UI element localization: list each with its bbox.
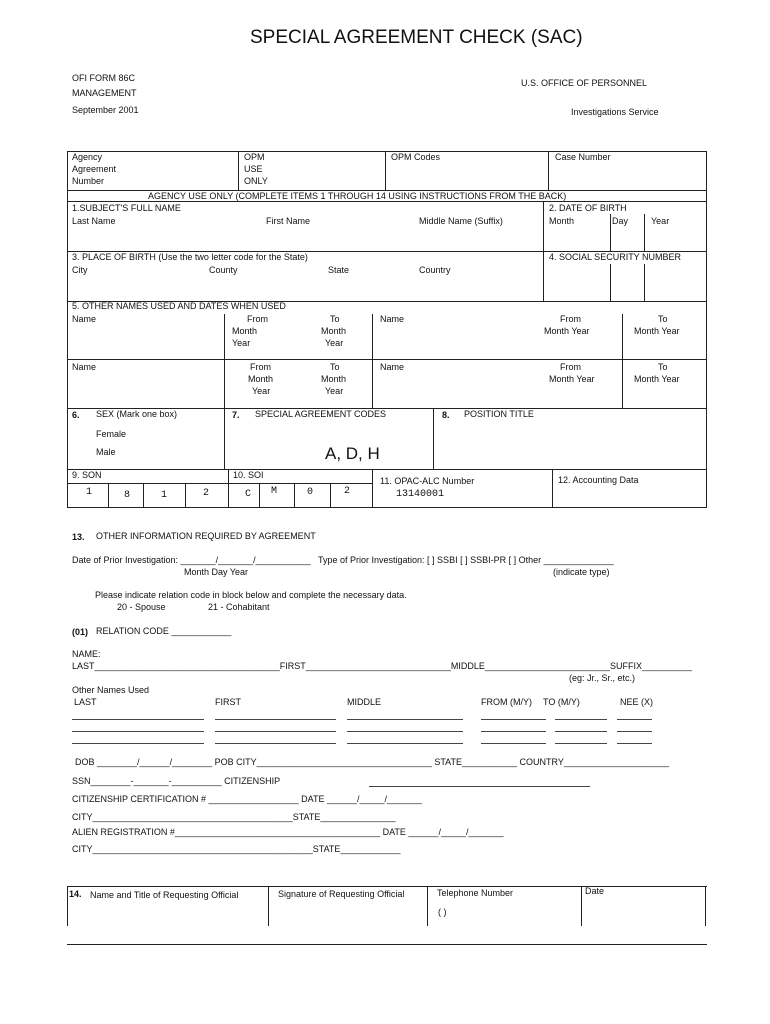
opm-use-label-1: OPM [244,152,265,162]
relation-note: Please indicate relation code in block below and complete the necessary data. [95,590,407,600]
telephone-label: Telephone Number [437,888,514,898]
agency-agreement-label-3: Number [72,176,105,186]
dob-year-label: Year [651,216,670,226]
pob-country-label: Country [419,265,451,275]
sac-codes-number: 7. [232,410,240,420]
soi-digit-4: 2 [344,486,351,497]
alien-registration-line[interactable]: ALIEN REGISTRATION #_________________________________________ DATE ______/_____/_______ [72,827,504,837]
other-name-3-to-month: Month [321,374,347,384]
agency-agreement-label-1: Agency [72,152,103,162]
sac-codes-label: SPECIAL AGREEMENT CODES [255,409,387,419]
col-to-label: TO (M/Y) [543,697,580,707]
other-name-1-from-year: Year [232,338,251,348]
date-label: Date [585,886,605,896]
sex-number: 6. [72,410,80,420]
agency-use-banner: AGENCY USE ONLY (COMPLETE ITEMS 1 THROUGH 14 USING INSTRUCTIONS FROM THE BACK) [148,191,567,201]
other-name-1-to-month: Month [321,326,347,336]
sex-female-option[interactable]: Female [96,429,127,439]
position-title-number: 8. [442,410,450,420]
other-name-3-from-year: Year [252,386,271,396]
ssn-label: 4. SOCIAL SECURITY NUMBER [549,252,682,262]
form-id: OFI FORM 86C [72,73,136,83]
col-last-label: LAST [74,697,97,707]
son-label: 9. SON [72,470,102,480]
indicate-type-hint: (indicate type) [553,567,610,577]
other-name-1-to: To [330,314,340,324]
son-digit-2: 8 [124,490,131,501]
ssn-citizenship-line[interactable]: SSN________-_______-__________ CITIZENSHIP [72,776,281,786]
sac-codes-value: A, D, H [325,444,380,463]
other-names-used-label: Other Names Used [72,685,150,695]
soi-label: 10. SOI [233,470,264,480]
service-name: Investigations Service [571,107,659,117]
page-title: SPECIAL AGREEMENT CHECK (SAC) [250,27,583,48]
agency-agreement-label-2: Agreement [72,164,117,174]
first-name-label: First Name [266,216,311,226]
col-middle-label: MIDDLE [347,697,382,707]
dob-pob-line[interactable]: DOB ________/______/________ POB CITY___________________________________ STATE___________ COUNTRY_____________________ [75,757,669,767]
name-line[interactable]: LAST_____________________________________FIRST_____________________________MIDDLE_________________________SUFFIX__________ [72,661,693,671]
pob-city-label: City [72,265,88,275]
soi-digit-1: C [245,489,252,500]
dob-day-label: Day [612,216,629,226]
son-digit-1: 1 [86,487,93,498]
opm-use-label-2: USE [244,164,263,174]
office-name: U.S. OFFICE OF PERSONNEL [521,78,648,88]
other-name-1-from-month: Month [232,326,258,336]
last-name-label: Last Name [72,216,116,226]
other-name-4-label: Name [380,362,405,372]
suffix-example: (eg: Jr., Sr., etc.) [569,673,636,683]
city-state-line-1[interactable]: CITY________________________________________STATE_______________ [72,812,396,822]
other-name-3-from-month: Month [248,374,274,384]
soi-digit-3: 0 [307,487,314,498]
date-of-birth-label: 2. DATE OF BIRTH [549,203,627,213]
telephone-parens[interactable]: ( ) [438,907,447,917]
place-of-birth-label: 3. PLACE OF BIRTH (Use the two letter code for the State) [72,252,308,262]
opm-use-label-3: ONLY [244,176,268,186]
col-nee-label: NEE (X) [620,697,654,707]
other-name-4-from: From [560,362,581,372]
other-name-3-to-year: Year [325,386,344,396]
sex-male-option[interactable]: Male [96,447,116,457]
city-state-line-2[interactable]: CITY____________________________________________STATE____________ [72,844,401,854]
relation-code-field[interactable]: RELATION CODE ____________ [96,626,232,636]
citizenship-blank[interactable] [369,786,590,787]
accounting-data-label: 12. Accounting Data [558,475,639,485]
case-number-label: Case Number [555,152,611,162]
other-info-label: OTHER INFORMATION REQUIRED BY AGREEMENT [96,531,316,541]
other-name-2-to: To [658,314,668,324]
pob-state-label: State [328,265,350,275]
prior-investigation-type: Type of Prior Investigation: [ ] SSBI [ ] SSBI-PR [ ] Other ______________ [318,555,614,565]
opm-codes-label: OPM Codes [391,152,441,162]
relation-code-spouse: 20 - Spouse [117,602,166,612]
son-digit-3: 1 [161,490,168,501]
pob-county-label: County [209,265,238,275]
other-name-1-from: From [247,314,268,324]
position-title-label: POSITION TITLE [464,409,534,419]
relation-number: (01) [72,627,89,637]
form-date: September 2001 [72,105,139,115]
other-name-3-to: To [330,362,340,372]
name-heading: NAME: [72,649,101,659]
prior-investigation-date: Date of Prior Investigation: _______/_______/___________ [72,555,311,565]
citizenship-certification-line[interactable]: CITIZENSHIP CERTIFICATION # __________________ DATE ______/_____/_______ [72,794,423,804]
prior-date-subtitle: Month Day Year [184,567,249,577]
opac-alc-label: 11. OPAC-ALC Number [380,476,475,486]
other-name-4-to-my: Month Year [634,374,680,384]
requesting-official-signature-label: Signature of Requesting Official [278,889,405,899]
other-name-4-to: To [658,362,668,372]
dob-month-label: Month [549,216,575,226]
other-info-number: 13. [72,532,85,542]
sex-label: SEX (Mark one box) [96,409,178,419]
other-name-2-to-my: Month Year [634,326,680,336]
other-name-3-from: From [250,362,271,372]
col-first-label: FIRST [215,697,241,707]
other-name-2-from: From [560,314,581,324]
other-name-4-from-my: Month Year [549,374,595,384]
other-name-3-label: Name [72,362,97,372]
soi-digit-2: M [271,486,278,497]
son-digit-4: 2 [203,488,210,499]
col-from-label: FROM (M/Y) [481,697,532,707]
agency-management: MANAGEMENT [72,88,137,98]
opac-alc-value: 13140001 [396,489,445,500]
subject-full-name-label: 1.SUBJECT'S FULL NAME [72,203,181,213]
requesting-official-number: 14. [69,889,82,899]
other-name-1-label: Name [72,314,97,324]
requesting-official-name-label: Name and Title of Requesting Official [90,890,239,900]
other-name-2-from-my: Month Year [544,326,590,336]
other-names-label: 5. OTHER NAMES USED AND DATES WHEN USED [72,301,286,311]
relation-code-cohabitant: 21 - Cohabitant [208,602,270,612]
other-name-2-label: Name [380,314,405,324]
middle-name-label: Middle Name (Suffix) [419,216,503,226]
other-name-1-to-year: Year [325,338,344,348]
